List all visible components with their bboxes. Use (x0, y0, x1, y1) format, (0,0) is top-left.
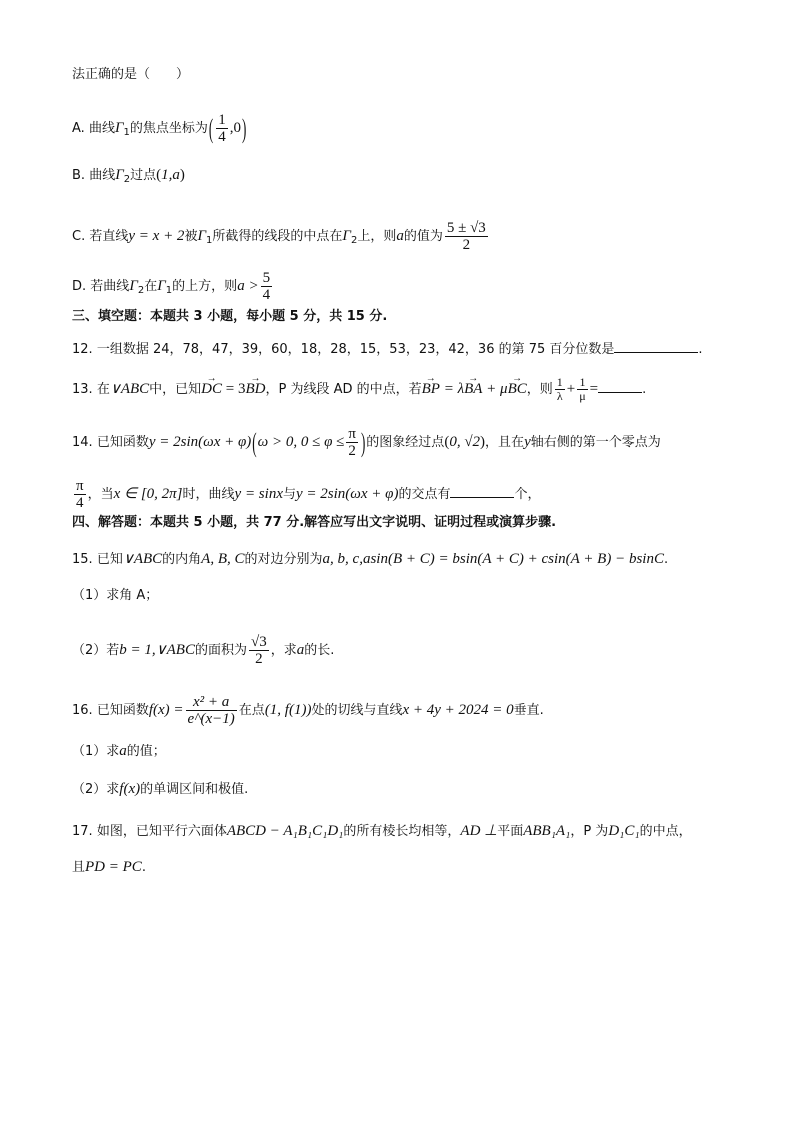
question-text: 处的切线与直线 (311, 703, 403, 718)
question-17-continued (72, 858, 146, 877)
option-c (72, 220, 490, 253)
question-text: 的单调区间和极值. (140, 782, 249, 797)
question-text: 已知函数 (96, 703, 149, 718)
perpendicular: AD ⊥ (460, 823, 498, 839)
option-text: 在 (144, 279, 158, 294)
section-title-fill-in: 三、填空题：本题共 3 小题，每小题 5 分，共 15 分. (72, 309, 388, 324)
denominator: 2 (255, 651, 263, 667)
question-number: 12. (72, 342, 93, 357)
option-text: 若直线 (89, 229, 129, 244)
condition: b = 1,∨ABC (119, 642, 195, 658)
paren-left: ( (208, 111, 214, 144)
question-text: 中，已知 (149, 382, 202, 397)
fraction (186, 694, 237, 727)
question-continuation: 法正确的是（ ） (72, 67, 190, 82)
question-text: 与 (282, 487, 296, 502)
denominator: e^(x−1) (187, 711, 235, 727)
question-text: ，求 (270, 643, 297, 658)
option-a (72, 112, 247, 145)
gamma-symbol: Γ (114, 120, 124, 136)
gamma-symbol: Γ (115, 167, 124, 183)
answer-blank[interactable] (614, 340, 698, 353)
option-label: C. (72, 229, 86, 244)
question-text: ，则 (526, 382, 553, 397)
option-text: 曲线 (88, 121, 115, 136)
point: (1, f(1)) (264, 702, 312, 718)
condition: ω > 0, 0 ≤ φ ≤ (257, 434, 345, 450)
punctuation: . (642, 382, 647, 397)
paren-left: ( (252, 425, 257, 458)
question-14-continued (72, 478, 540, 511)
fraction (74, 478, 86, 511)
question-15-part-2 (72, 634, 334, 667)
question-text: 个， (514, 487, 541, 502)
question-14: 14. 已知函数y = 2sin(ωx + φ)(ω > 0, 0 ≤ φ ≤ $\frac{\pi}{2}$ )的图象经过点(0, √2)，且在y轴右侧的第一个零点为 (72, 426, 661, 459)
option-text: 若曲线 (90, 279, 130, 294)
numerator: π (348, 426, 356, 442)
numerator: 5 ± √3 (446, 220, 486, 236)
domain: x ∈ [0, 2π] (113, 486, 183, 502)
segment: D₁C₁ (608, 823, 640, 839)
subscript: 1 (123, 127, 130, 138)
denominator: 4 (76, 495, 84, 511)
question-text: ，当 (87, 487, 114, 502)
inequality: a > (237, 278, 259, 294)
math-text: = (589, 381, 599, 397)
plane: ABB₁A₁ (523, 823, 571, 839)
fraction (577, 376, 587, 403)
question-text: 的图象经过点 (366, 435, 445, 450)
subscript: 1 (165, 285, 173, 296)
triangle: ∨ABC (109, 381, 150, 397)
function: f(x) = (148, 702, 184, 718)
fraction (249, 634, 269, 667)
curve: y = 2sin(ωx + φ) (296, 486, 399, 502)
point: 0, √2 (449, 434, 481, 450)
question-text: 的所有棱长均相等， (343, 824, 461, 839)
answer-blank[interactable] (598, 380, 642, 393)
question-12 (72, 340, 703, 359)
option-text: 过点 (130, 168, 157, 183)
question-13 (72, 376, 646, 403)
question-text: 在点 (238, 703, 265, 718)
question-number: 15. (72, 552, 93, 567)
numerator: 5 (262, 270, 271, 286)
punctuation: . (141, 860, 146, 875)
question-number: 16. (72, 703, 93, 718)
variable: y (524, 434, 531, 450)
subscript: 2 (350, 235, 358, 246)
question-text: 的交点有 (398, 487, 451, 502)
gamma-symbol: Γ (129, 278, 138, 294)
question-text: 且 (72, 860, 86, 875)
question-text: 的中点， (639, 824, 692, 839)
function: y = 2sin(ωx + φ) (148, 434, 252, 450)
equation: PD = PC (85, 859, 142, 875)
option-text: 的值为 (403, 229, 443, 244)
question-17 (72, 822, 692, 841)
question-text: 平面 (497, 824, 524, 839)
variable: a (396, 228, 404, 244)
question-text: ，P 为线段 AD 的中点，若 (265, 382, 422, 397)
fraction (216, 112, 228, 145)
triangle: ∨ABC (122, 551, 163, 567)
question-text: 如图，已知平行六面体 (96, 824, 227, 839)
math-text: = 3 (222, 381, 246, 397)
equation: y = x + 2 (128, 228, 185, 244)
gamma-symbol: Γ (342, 228, 351, 244)
vector: → BA (464, 380, 482, 398)
question-text: 已知函数 (96, 435, 149, 450)
question-text: 的面积为 (194, 643, 247, 658)
equation: asin(B + C) = bsin(A + C) + csin(A + B) − bsinC (362, 551, 664, 567)
question-text: 的值； (126, 744, 166, 759)
subscript: 2 (137, 285, 145, 296)
question-text: 的对边分别为 (244, 552, 323, 567)
option-text: 曲线 (89, 168, 116, 183)
question-text: 的内角 (162, 552, 202, 567)
option-text: 被 (184, 229, 198, 244)
subscript: 1 (206, 235, 213, 246)
vector: → DC (201, 380, 222, 398)
fraction (445, 220, 488, 253)
line-equation: x + 4y + 2024 = 0 (402, 702, 514, 718)
option-text: 的焦点坐标为 (129, 121, 208, 136)
question-number: 14. (72, 435, 93, 450)
numerator: π (76, 478, 84, 494)
option-label: D. (72, 279, 87, 294)
variable: a (119, 743, 127, 759)
question-text: 垂直. (513, 703, 544, 718)
question-16 (72, 694, 544, 727)
variable: a (296, 642, 305, 658)
sides: a, b, c, (322, 551, 363, 567)
numerator: 1 (218, 112, 226, 128)
numerator: 1 (577, 376, 587, 390)
question-text: （1）求 (72, 744, 120, 759)
option-d (72, 270, 274, 303)
fraction (346, 426, 358, 459)
question-16-part-2 (72, 780, 248, 799)
denominator: 2 (462, 237, 471, 253)
angles: A, B, C (201, 551, 245, 567)
vector: → BD (245, 380, 265, 398)
vector: → BC (508, 380, 527, 398)
question-text: （2）若 (72, 643, 120, 658)
punctuation: . (663, 552, 669, 567)
question-15-part-1: （1）求角 A； (72, 588, 159, 603)
question-text: （2）求 (72, 782, 120, 797)
question-text: 的长. (304, 643, 335, 658)
function: f(x) (119, 781, 141, 797)
math-text: = λ (439, 381, 465, 397)
question-text: 已知 (96, 552, 123, 567)
option-text: 的上方，则 (172, 279, 238, 294)
fraction (261, 270, 273, 303)
math-text: ,0 (229, 120, 241, 136)
numerator: x² + a (186, 694, 237, 711)
denominator: 4 (218, 129, 226, 145)
math-text: + (566, 381, 576, 397)
question-text: ，且在 (485, 435, 525, 450)
denominator: 2 (348, 443, 356, 459)
question-16-part-1 (72, 742, 166, 761)
numerator: √3 (250, 634, 267, 650)
option-text: 上，则 (357, 229, 397, 244)
subscript: 2 (123, 174, 131, 185)
curve: y = sinx (234, 486, 283, 502)
paren-right: ) (360, 425, 366, 458)
vector: → BP (422, 380, 440, 398)
question-number: 13. (72, 382, 93, 397)
denominator: μ (579, 389, 586, 403)
fraction (555, 376, 565, 403)
punctuation: . (698, 342, 703, 357)
denominator: 4 (262, 287, 271, 303)
paren-right: ) (241, 111, 247, 144)
option-label: A. (72, 121, 85, 136)
question-number: 17. (72, 824, 93, 839)
section-title-answer: 四、解答题：本题共 5 小题，共 77 分.解答应写出文字说明、证明过程或演算步骤. (72, 515, 557, 530)
option-b: B. 曲线$\Gamma_2$过点(1,a) (72, 167, 185, 185)
question-text: 时，曲线 (182, 487, 235, 502)
question-15 (72, 550, 668, 569)
question-text: 轴右侧的第一个零点为 (530, 435, 661, 450)
numerator: 1 (556, 375, 563, 389)
answer-blank[interactable] (450, 485, 514, 498)
option-text: 所截得的线段的中点在 (212, 229, 343, 244)
option-label: B. (72, 168, 86, 183)
denominator: λ (556, 389, 563, 403)
point: 1,a (161, 167, 180, 183)
gamma-symbol: Γ (197, 228, 206, 244)
question-text: 在 (96, 382, 110, 397)
question-text: ，P 为 (570, 824, 609, 839)
question-text: 一组数据 24，78，47，39，60，18，28，15，53，23，42，36 的第 75 百分位数是 (96, 342, 615, 357)
math-text: + μ (482, 381, 508, 397)
gamma-symbol: Γ (157, 278, 166, 294)
solid: ABCD − A₁B₁C₁D₁ (226, 823, 344, 839)
